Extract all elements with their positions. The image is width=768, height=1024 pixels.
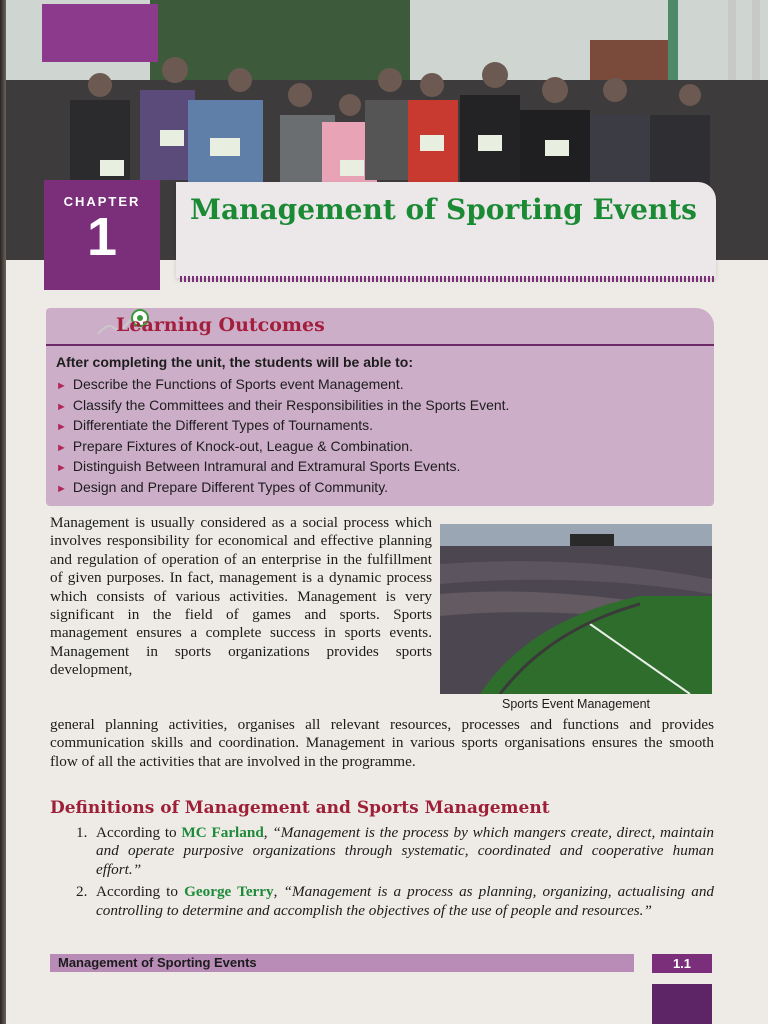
learning-outcomes-header <box>46 308 714 346</box>
definitions-heading: Definitions of Management and Sports Management <box>50 798 550 818</box>
body-paragraph-wrapped: Management is usually considered as a social process which involves responsibility for economical and effective planning and regulation of operation of an enterprise in the fulfillment of given purposes. In fact, management is a dynamic process which consists of various activities. Management is very significant in the field of games and sports. Sports management ensures a complete success in sports events. Management in sports organizations provides sports development, <box>50 514 432 679</box>
list-item: ► Differentiate the Different Types of Tournaments. <box>56 417 374 433</box>
figure-caption: Sports Event Management <box>502 697 650 711</box>
stadium-illustration <box>440 524 712 694</box>
learning-outcomes-title: Learning Outcomes <box>116 314 325 336</box>
corner-tab <box>652 984 712 1024</box>
chapter-badge <box>44 180 160 290</box>
chapter-title: Management of Sporting Events <box>190 193 697 226</box>
author-name: George Terry <box>184 883 274 901</box>
arrow-bullet-icon: ► <box>56 462 67 474</box>
list-item: ► Classify the Committees and their Responsibilities in the Sports Event. <box>56 396 510 413</box>
definitions-list <box>76 824 714 924</box>
definition-number: 1. <box>76 824 88 841</box>
top-purple-block <box>42 4 158 62</box>
definition-number: 2. <box>76 883 88 901</box>
body-paragraph-continued: general planning activities, organises all relevant resources, processes and functions and provides communication skills and coordination. Management in various sports organisations ensures the smooth flow of all the activities that are involved in the programme. <box>50 716 714 770</box>
footer-bar <box>50 954 634 972</box>
page-number: 1.1 <box>652 954 712 973</box>
page-spine-shadow <box>0 0 6 1024</box>
definition-quote: “Management is a process as planning, organizing, actualising and controlling to determine and accomplish the objectives of the use of people and resources.” <box>96 883 715 919</box>
list-item: ► Prepare Fixtures of Knock-out, League & Combination. <box>56 437 413 454</box>
chapter-number: 1 <box>86 207 118 267</box>
arrow-bullet-icon: ► <box>56 380 67 392</box>
footer-chapter-title: Management of Sporting Events <box>58 955 257 970</box>
arrow-bullet-icon: ► <box>56 421 67 433</box>
definition-item: 2. According to George Terry, “Management is a process as planning, organizing, actualising and controlling to determine and accomplish the objectives of the use of people and resources.” <box>76 883 715 919</box>
definition-item: 1. According to MC Farland, “Management is the process by which mangers create, direct, maintain and operate purposive organizations through systematic, coordinated and cooperative human effort.” <box>76 824 715 878</box>
learning-outcomes-list <box>56 374 509 497</box>
chapter-label: CHAPTER <box>63 194 141 209</box>
list-item: ► Describe the Functions of Sports event Management. <box>56 376 404 392</box>
list-item: ► Distinguish Between Intramural and Extramural Sports Events. <box>56 458 461 474</box>
chapter-title-panel <box>176 182 716 278</box>
author-name: MC Farland <box>181 824 264 841</box>
stadium-photo <box>440 524 712 694</box>
learning-outcomes-intro: After completing the unit, the students will be able to: <box>56 354 414 370</box>
learning-outcomes-box <box>46 308 714 506</box>
arrow-bullet-icon: ► <box>56 400 67 413</box>
title-underline <box>180 276 714 282</box>
arrow-bullet-icon: ► <box>56 482 67 495</box>
definition-quote: “Management is the process by which mangers create, direct, maintain and operate purposive organizations through systematic, coordinated and cooperative human effort.” <box>96 824 715 878</box>
arrow-bullet-icon: ► <box>56 441 67 454</box>
list-item: ► Design and Prepare Different Types of Community. <box>56 478 389 495</box>
